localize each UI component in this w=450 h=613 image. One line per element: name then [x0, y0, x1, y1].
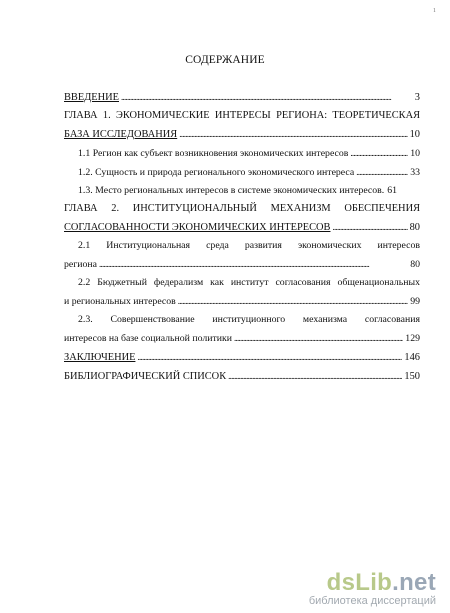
toc-label-line1: 2.1 Институциональная среда развития экономических интересов [78, 240, 420, 251]
toc-entry-chapter-2[interactable] [64, 200, 420, 237]
toc-entry-1-3[interactable] [64, 182, 420, 200]
toc-entry-chapter-1[interactable] [64, 107, 420, 144]
toc-page: 146 [404, 352, 420, 363]
toc-entry-conclusion[interactable] [64, 348, 420, 367]
toc-entry-2-3[interactable] [64, 311, 420, 348]
toc-label-line2: и региональных интересов [64, 296, 176, 307]
toc-label: ЗАКЛЮЧЕНИЕ [64, 352, 136, 363]
watermark-logo [309, 570, 436, 596]
watermark-logo-tld: .net [392, 569, 436, 596]
toc-label-line2: интересов на базе социальной политики [64, 333, 232, 344]
toc-entry-1-1[interactable] [64, 144, 420, 163]
toc-page: 61 [387, 185, 398, 196]
leader-dots [179, 125, 407, 144]
toc-label-line2: БАЗА ИССЛЕДОВАНИЯ [64, 129, 178, 140]
toc-label: 1.2. Сущность и природа регионального экономического интереса [78, 167, 355, 178]
toc-page: 99 [410, 296, 420, 307]
leader-dots [178, 292, 408, 311]
watermark-logo-main: dsLib [326, 569, 393, 596]
toc-label: БИБЛИОГРАФИЧЕСКИЙ СПИСОК [64, 371, 227, 382]
toc-page: 10 [410, 148, 420, 159]
page-title: СОДЕРЖАНИЕ [185, 54, 265, 66]
toc-label-line2: СОГЛАСОВАННОСТИ ЭКОНОМИЧЕСКИХ ИНТЕРЕСОВ [64, 222, 331, 233]
site-watermark [309, 570, 436, 607]
toc-page: 3 [414, 92, 420, 103]
leader-dots [332, 218, 407, 237]
toc-label: 1.3. Место региональных интересов в системе экономических интересов. [78, 185, 385, 196]
toc-label-line1: ГЛАВА 2. ИНСТИТУЦИОНАЛЬНЫЙ МЕХАНИЗМ ОБЕСПЕЧЕНИЯ [64, 203, 420, 214]
leader-dots [234, 329, 403, 348]
leader-dots [99, 255, 408, 274]
toc-page: 80 [410, 259, 420, 270]
leader-dots [121, 88, 413, 107]
toc-page: 10 [409, 129, 420, 140]
toc-entry-1-2[interactable] [64, 163, 420, 182]
toc-page: 129 [405, 333, 420, 344]
toc-label-line1: ГЛАВА 1. ЭКОНОМИЧЕСКИЕ ИНТЕРЕСЫ РЕГИОНА: ТЕОРЕТИЧЕСКАЯ [64, 110, 420, 121]
toc-label-line1: 2.3. Совершенствование институционного механизма согласования [78, 314, 420, 325]
toc-page: 33 [410, 167, 420, 178]
page-number: 1 [433, 8, 436, 14]
toc-label: 1.1 Регион как субъект возникновения экономических интересов [78, 148, 349, 159]
toc-entry-intro[interactable] [64, 88, 420, 107]
table-of-contents [64, 88, 420, 386]
toc-label-line2: региона [64, 259, 97, 270]
leader-dots [356, 163, 408, 182]
leader-dots [137, 348, 402, 367]
leader-dots [228, 367, 402, 386]
toc-entry-2-1[interactable] [64, 237, 420, 274]
toc-label: ВВЕДЕНИЕ [64, 92, 119, 103]
watermark-subtitle: библиотека диссертаций [308, 595, 436, 607]
toc-page: 150 [404, 371, 420, 382]
toc-label-line1: 2.2 Бюджетный федерализм как институт согласования общенациональных [78, 277, 420, 288]
toc-entry-2-2[interactable] [64, 274, 420, 311]
toc-entry-bibliography[interactable] [64, 367, 420, 386]
leader-dots [350, 144, 408, 163]
toc-page: 80 [409, 222, 420, 233]
